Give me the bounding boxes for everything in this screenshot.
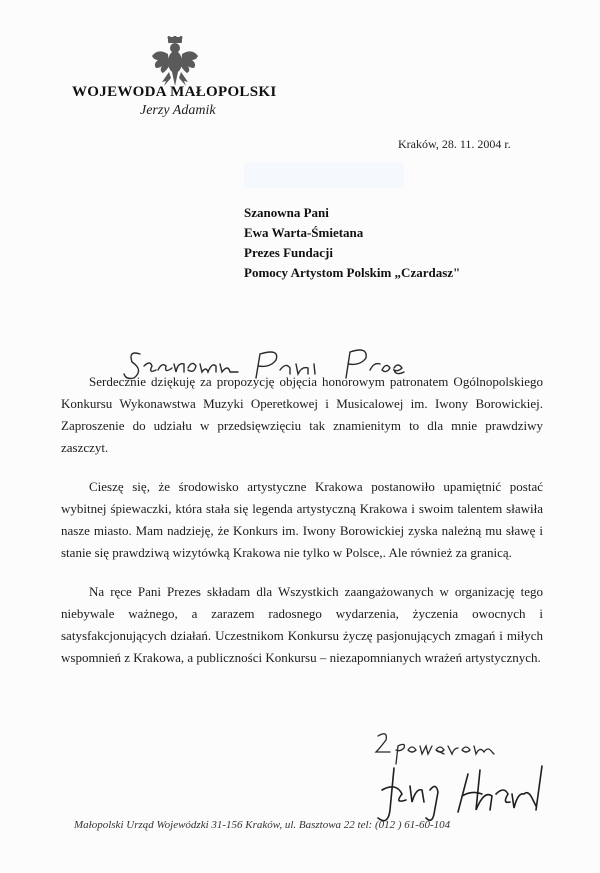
office-title: WOJEWODA MAŁOPOLSKI bbox=[72, 84, 277, 100]
polish-eagle-emblem-icon bbox=[150, 36, 200, 88]
body-paragraph: Cieszę się, że środowisko artystyczne Krakowa postanowiło upamiętnić postać wybitnej śpiewaczki, która stała się legenda artystyczną Krakowa i swoim talentem sławiła nasze miasto. Mam nadzieję, że Konkurs im. Iwony Borowickiej zyska należną mu sławę i stanie się prawdziwą wizytówką Krakowa nie tylko w Polsce,. Ale również za granicą. bbox=[61, 479, 543, 560]
faint-stamp-area bbox=[244, 162, 404, 188]
letter-body bbox=[61, 371, 543, 686]
body-paragraph: Serdecznie dziękuję za propozycję objęcia honorowym patronatem Ogólnopolskiego Konkursu Wykonawstwa Muzyki Operetkowej i Musicalowej im. Iwony Borowickiej. Zaproszenie do udziału w przedsięwzięciu tak znamienitym to dla mnie prawdziwy zaszczyt. bbox=[61, 374, 543, 455]
addressee-line: Ewa Warta-Śmietana bbox=[244, 225, 364, 240]
footer-address: Małopolski Urząd Wojewódzki 31-156 Kraków, ul. Basztowa 22 tel: (012 ) 61-60-104 bbox=[74, 819, 451, 831]
letter-date: Kraków, 28. 11. 2004 r. bbox=[398, 137, 511, 151]
addressee-line: Pomocy Artystom Polskim „Czardasz" bbox=[244, 265, 461, 280]
addressee-line: Szanowna Pani bbox=[244, 205, 329, 220]
sender-name: Jerzy Adamik bbox=[140, 103, 216, 118]
body-paragraph: Na ręce Pani Prezes składam dla Wszystkich zaangażowanych w organizację tego niebywale ważnego, a zarazem radosnego wydarzenia, życzenia owocnych i satysfakcjonujących działań. Uczestnikom Konkursu życzę pasjonujących zmagań i miłych wspomnień z Krakowa, a publiczności Konkursu – niezapomnianych wrażeń artystycznych. bbox=[61, 584, 543, 665]
addressee-line: Prezes Fundacji bbox=[244, 245, 333, 260]
addressee-block bbox=[244, 203, 460, 283]
